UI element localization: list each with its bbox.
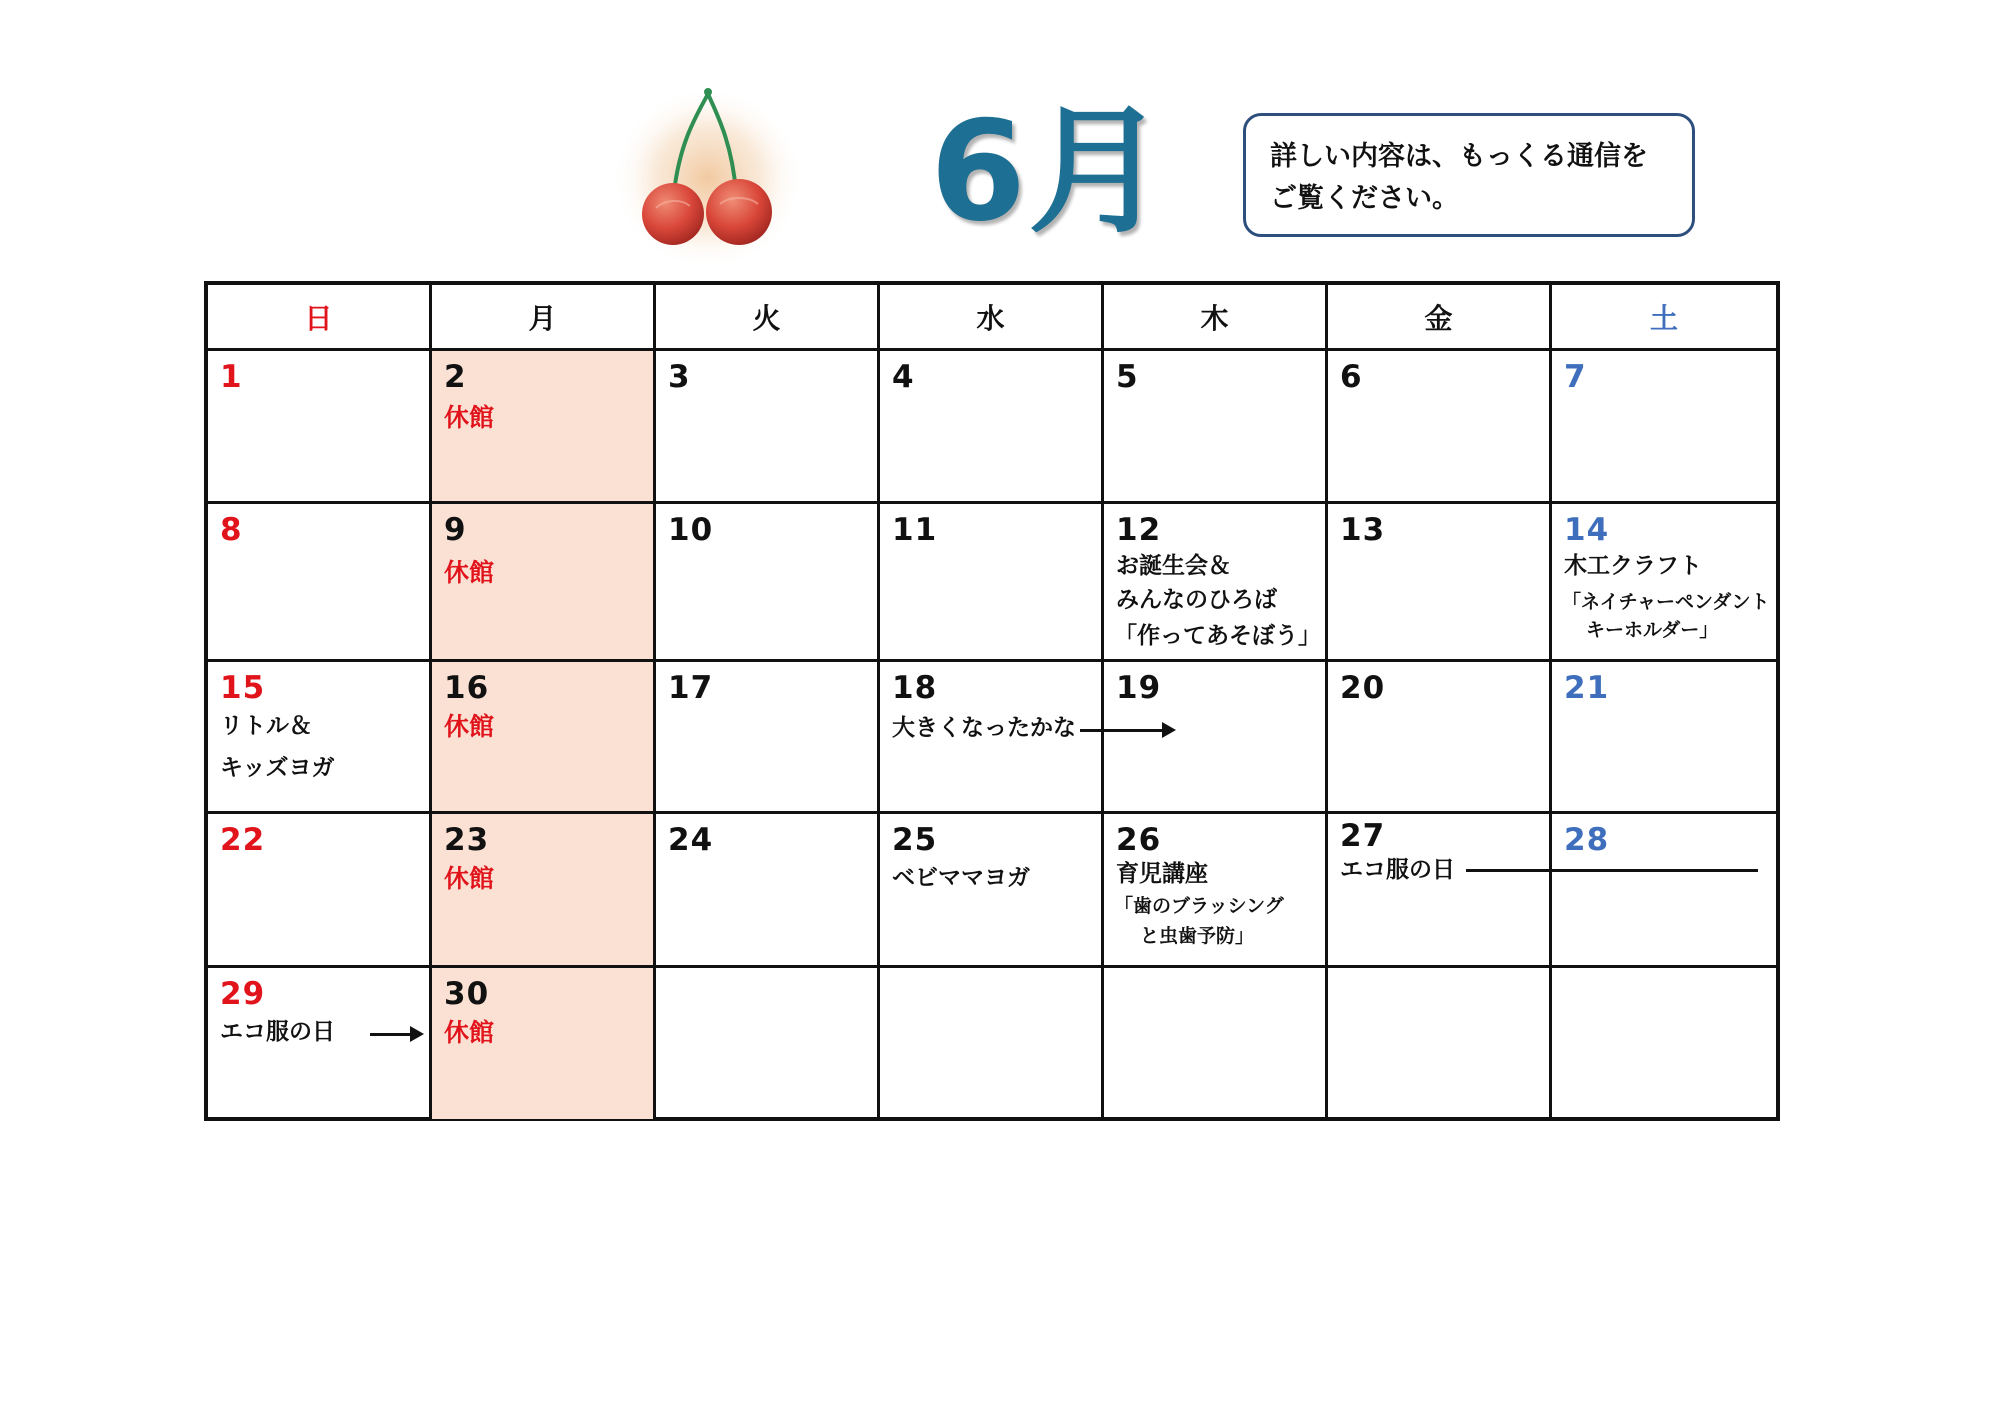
day-number: 8 bbox=[220, 512, 243, 548]
event-hiroba: みんなのひろば bbox=[1116, 587, 1277, 613]
day-cell-14 bbox=[1552, 504, 1776, 662]
info-line-2: ご覧ください。 bbox=[1270, 183, 1459, 214]
event-yoga-2: キッズヨガ bbox=[220, 755, 335, 781]
day-cell-30 bbox=[432, 968, 656, 1119]
empty-cell bbox=[1328, 968, 1552, 1119]
day-number: 17 bbox=[668, 670, 714, 706]
event-span-line bbox=[370, 1033, 412, 1036]
calendar-grid bbox=[204, 281, 1780, 1121]
empty-cell bbox=[656, 968, 880, 1119]
info-line-1: 詳しい内容は、もっくる通信を bbox=[1270, 141, 1648, 172]
day-cell-1 bbox=[208, 351, 432, 504]
empty-cell bbox=[1104, 968, 1328, 1119]
day-cell-11 bbox=[880, 504, 1104, 662]
event-craft: 「作ってあそぼう」 bbox=[1114, 623, 1321, 649]
event-woodcraft-detail-2: キーホルダー」 bbox=[1586, 619, 1719, 641]
event-span-line bbox=[1552, 869, 1758, 872]
event-span-line bbox=[1104, 729, 1164, 732]
day-cell-23 bbox=[432, 814, 656, 968]
day-number: 6 bbox=[1340, 359, 1363, 395]
event-parenting-lecture: 育児講座 bbox=[1116, 861, 1208, 887]
event-woodcraft: 木工クラフト bbox=[1564, 553, 1702, 579]
event-birthday-party: お誕生会＆ bbox=[1116, 553, 1231, 579]
day-cell-27 bbox=[1328, 814, 1552, 968]
day-number: 5 bbox=[1116, 359, 1139, 395]
day-number: 27 bbox=[1340, 818, 1386, 854]
day-cell-24 bbox=[656, 814, 880, 968]
closed-label: 休館 bbox=[444, 864, 495, 893]
day-cell-16 bbox=[432, 662, 656, 814]
day-number: 15 bbox=[220, 670, 266, 706]
day-cell-15 bbox=[208, 662, 432, 814]
day-cell-2 bbox=[432, 351, 656, 504]
event-yoga-1: リトル＆ bbox=[220, 713, 312, 739]
weekday-tuesday: 火 bbox=[656, 285, 880, 351]
arrow-right-icon bbox=[410, 1026, 424, 1042]
day-number: 18 bbox=[892, 670, 938, 706]
event-eco-clothes-day: エコ服の日 bbox=[1340, 857, 1455, 883]
day-number: 7 bbox=[1564, 359, 1587, 395]
day-number: 29 bbox=[220, 976, 266, 1012]
info-note bbox=[1243, 113, 1695, 237]
day-number: 19 bbox=[1116, 670, 1162, 706]
day-number: 16 bbox=[444, 670, 490, 706]
closed-label: 休館 bbox=[444, 1018, 495, 1047]
day-cell-17 bbox=[656, 662, 880, 814]
day-number: 28 bbox=[1564, 822, 1610, 858]
day-cell-5 bbox=[1104, 351, 1328, 504]
weekday-friday: 金 bbox=[1328, 285, 1552, 351]
day-cell-29 bbox=[208, 968, 432, 1119]
day-number: 1 bbox=[220, 359, 243, 395]
day-cell-7 bbox=[1552, 351, 1776, 504]
day-number: 22 bbox=[220, 822, 266, 858]
closed-label: 休館 bbox=[444, 558, 495, 587]
day-cell-26 bbox=[1104, 814, 1328, 968]
day-number: 26 bbox=[1116, 822, 1162, 858]
day-cell-9 bbox=[432, 504, 656, 662]
day-number: 2 bbox=[444, 359, 467, 395]
event-eco-clothes-day: エコ服の日 bbox=[220, 1019, 335, 1045]
event-span-line bbox=[1466, 869, 1556, 872]
empty-cell bbox=[880, 968, 1104, 1119]
day-cell-12 bbox=[1104, 504, 1328, 662]
day-number: 4 bbox=[892, 359, 915, 395]
day-cell-25 bbox=[880, 814, 1104, 968]
day-number: 3 bbox=[668, 359, 691, 395]
day-number: 11 bbox=[892, 512, 938, 548]
weekday-monday: 月 bbox=[432, 285, 656, 351]
weekday-saturday: 土 bbox=[1552, 285, 1776, 351]
day-number: 12 bbox=[1116, 512, 1162, 548]
arrow-right-icon bbox=[1162, 722, 1176, 738]
event-lecture-detail-1: 「歯のブラッシング bbox=[1114, 895, 1284, 917]
day-number: 10 bbox=[668, 512, 714, 548]
day-cell-20 bbox=[1328, 662, 1552, 814]
day-cell-4 bbox=[880, 351, 1104, 504]
day-cell-19 bbox=[1104, 662, 1328, 814]
event-baby-mama-yoga: ベビママヨガ bbox=[892, 865, 1030, 891]
event-lecture-detail-2: と虫歯予防」 bbox=[1140, 925, 1255, 947]
day-number: 13 bbox=[1340, 512, 1386, 548]
day-cell-18 bbox=[880, 662, 1104, 814]
event-woodcraft-detail-1: 「ネイチャーペンダント bbox=[1562, 591, 1770, 613]
day-cell-8 bbox=[208, 504, 432, 662]
closed-label: 休館 bbox=[444, 403, 495, 432]
day-cell-21 bbox=[1552, 662, 1776, 814]
day-number: 9 bbox=[444, 512, 467, 548]
day-cell-10 bbox=[656, 504, 880, 662]
day-cell-28 bbox=[1552, 814, 1776, 968]
day-cell-3 bbox=[656, 351, 880, 504]
empty-cell bbox=[1552, 968, 1776, 1119]
day-number: 25 bbox=[892, 822, 938, 858]
weekday-wednesday: 水 bbox=[880, 285, 1104, 351]
day-number: 14 bbox=[1564, 512, 1610, 548]
month-title: 6月 bbox=[930, 91, 1169, 252]
day-cell-13 bbox=[1328, 504, 1552, 662]
day-number: 21 bbox=[1564, 670, 1610, 706]
weekday-thursday: 木 bbox=[1104, 285, 1328, 351]
day-number: 20 bbox=[1340, 670, 1386, 706]
day-number: 30 bbox=[444, 976, 490, 1012]
day-cell-6 bbox=[1328, 351, 1552, 504]
weekday-sunday: 日 bbox=[208, 285, 432, 351]
cherry-illustration bbox=[608, 80, 808, 270]
day-number: 23 bbox=[444, 822, 490, 858]
closed-label: 休館 bbox=[444, 712, 495, 741]
event-growth-check: 大きくなったかな bbox=[892, 715, 1076, 741]
day-cell-22 bbox=[208, 814, 432, 968]
day-number: 24 bbox=[668, 822, 714, 858]
